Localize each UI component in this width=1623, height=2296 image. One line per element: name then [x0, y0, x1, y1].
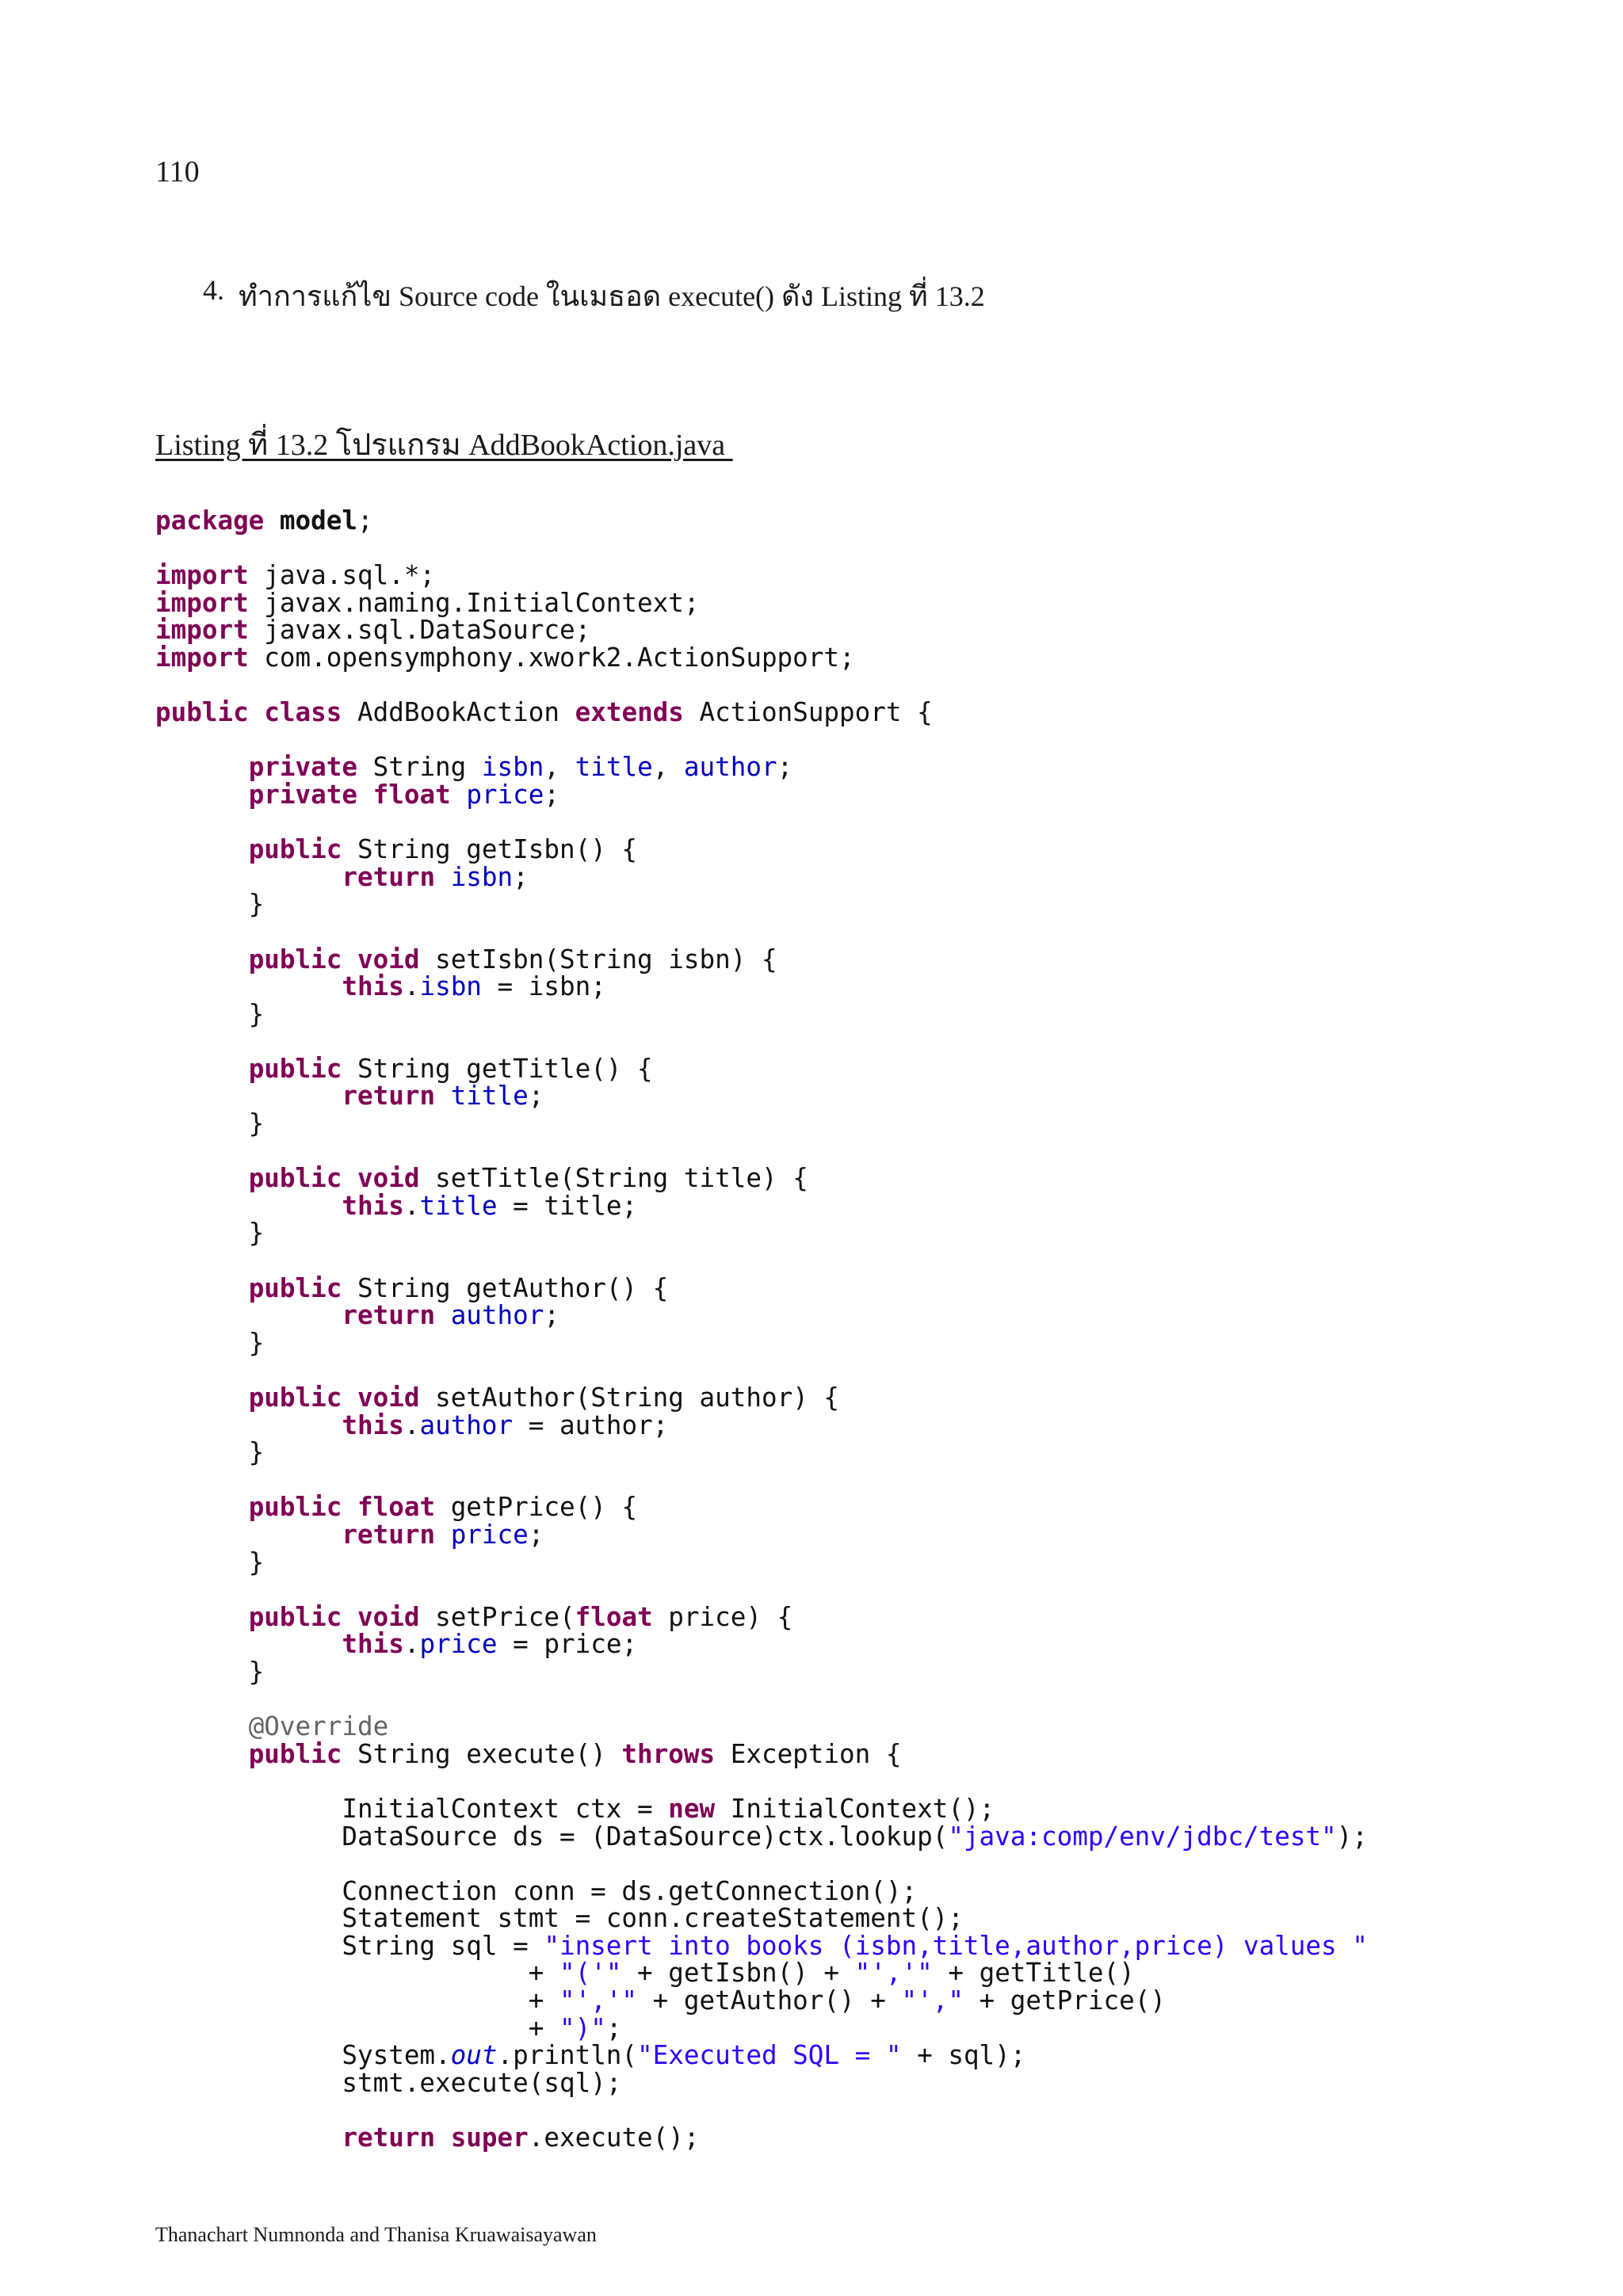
- code-line: Statement stmt = conn.createStatement();: [155, 1903, 964, 1934]
- code-line: }: [155, 998, 265, 1029]
- code-line: }: [155, 1437, 265, 1468]
- code-line: Connection conn = ds.getConnection();: [155, 1875, 918, 1906]
- code-line: + "('" + getIsbn() + "','" + getTitle(): [155, 1958, 1135, 1989]
- code-line: import com.opensymphony.xwork2.ActionSupport;: [155, 642, 855, 673]
- code-line: System.out.println("Executed SQL = " + sql);: [155, 2040, 1026, 2071]
- instruction-step: [203, 273, 985, 318]
- code-line: private float price;: [248, 779, 560, 810]
- step-text: ทำการแก้ไข Source code ในเมธอด execute() ดัง Listing ที่ 13.2: [239, 280, 985, 312]
- page-footer: Thanachart Numnonda and Thanisa Kruawaisayawan: [155, 2223, 597, 2246]
- code-line: this.price = price;: [342, 1629, 638, 1660]
- code-line: return author;: [342, 1300, 559, 1331]
- code-listing: [155, 507, 1368, 2152]
- listing-heading: Listing ที่ 13.2 โปรแกรม AddBookAction.java: [155, 429, 733, 462]
- code-line: return isbn;: [342, 861, 529, 892]
- code-line: + "','" + getAuthor() + "'," + getPrice(): [155, 1985, 1166, 2016]
- code-line: private String isbn, title, author;: [248, 752, 793, 783]
- step-number: 4.: [203, 274, 224, 306]
- code-line: public void setPrice(float price) {: [248, 1601, 793, 1632]
- code-line: public float getPrice() {: [248, 1492, 638, 1523]
- code-line: return price;: [342, 1519, 544, 1550]
- code-line: public class AddBookAction extends ActionSupport {: [155, 697, 933, 728]
- code-line: import javax.naming.InitialContext;: [155, 587, 700, 618]
- code-line: stmt.execute(sql);: [155, 2067, 622, 2098]
- code-line: }: [155, 889, 265, 920]
- code-line: public void setIsbn(String isbn) {: [248, 944, 777, 974]
- code-line: InitialContext ctx = new InitialContext();: [155, 1793, 995, 1824]
- code-line: public String getTitle() {: [248, 1053, 653, 1084]
- code-line: public void setAuthor(String author) {: [248, 1383, 840, 1413]
- code-line: return super.execute();: [342, 2122, 700, 2153]
- code-line: DataSource ds = (DataSource)ctx.lookup("java:comp/env/jdbc/test");: [155, 1821, 1368, 1852]
- code-line: + ")";: [155, 2012, 622, 2043]
- code-line: public void setTitle(String title) {: [248, 1163, 808, 1194]
- code-line: public String getIsbn() {: [248, 834, 638, 865]
- code-line: }: [155, 1656, 265, 1687]
- code-line: String sql = "insert into books (isbn,title,author,price) values ": [155, 1930, 1368, 1961]
- page-number: 110: [155, 155, 200, 189]
- code-line: import java.sql.*;: [155, 560, 436, 591]
- code-line: }: [155, 1327, 265, 1358]
- code-line: this.title = title;: [342, 1190, 638, 1221]
- code-line: this.author = author;: [342, 1409, 669, 1440]
- code-line: return title;: [342, 1081, 544, 1112]
- code-line: import javax.sql.DataSource;: [155, 615, 591, 646]
- code-line: package model;: [155, 505, 373, 536]
- code-line: }: [155, 1547, 265, 1577]
- code-line: this.isbn = isbn;: [342, 971, 606, 1002]
- code-line: public String execute() throws Exception {: [248, 1738, 902, 1769]
- code-line: }: [155, 1108, 265, 1139]
- code-line: @Override: [248, 1711, 389, 1742]
- code-line: public String getAuthor() {: [248, 1272, 669, 1303]
- code-line: }: [155, 1218, 265, 1249]
